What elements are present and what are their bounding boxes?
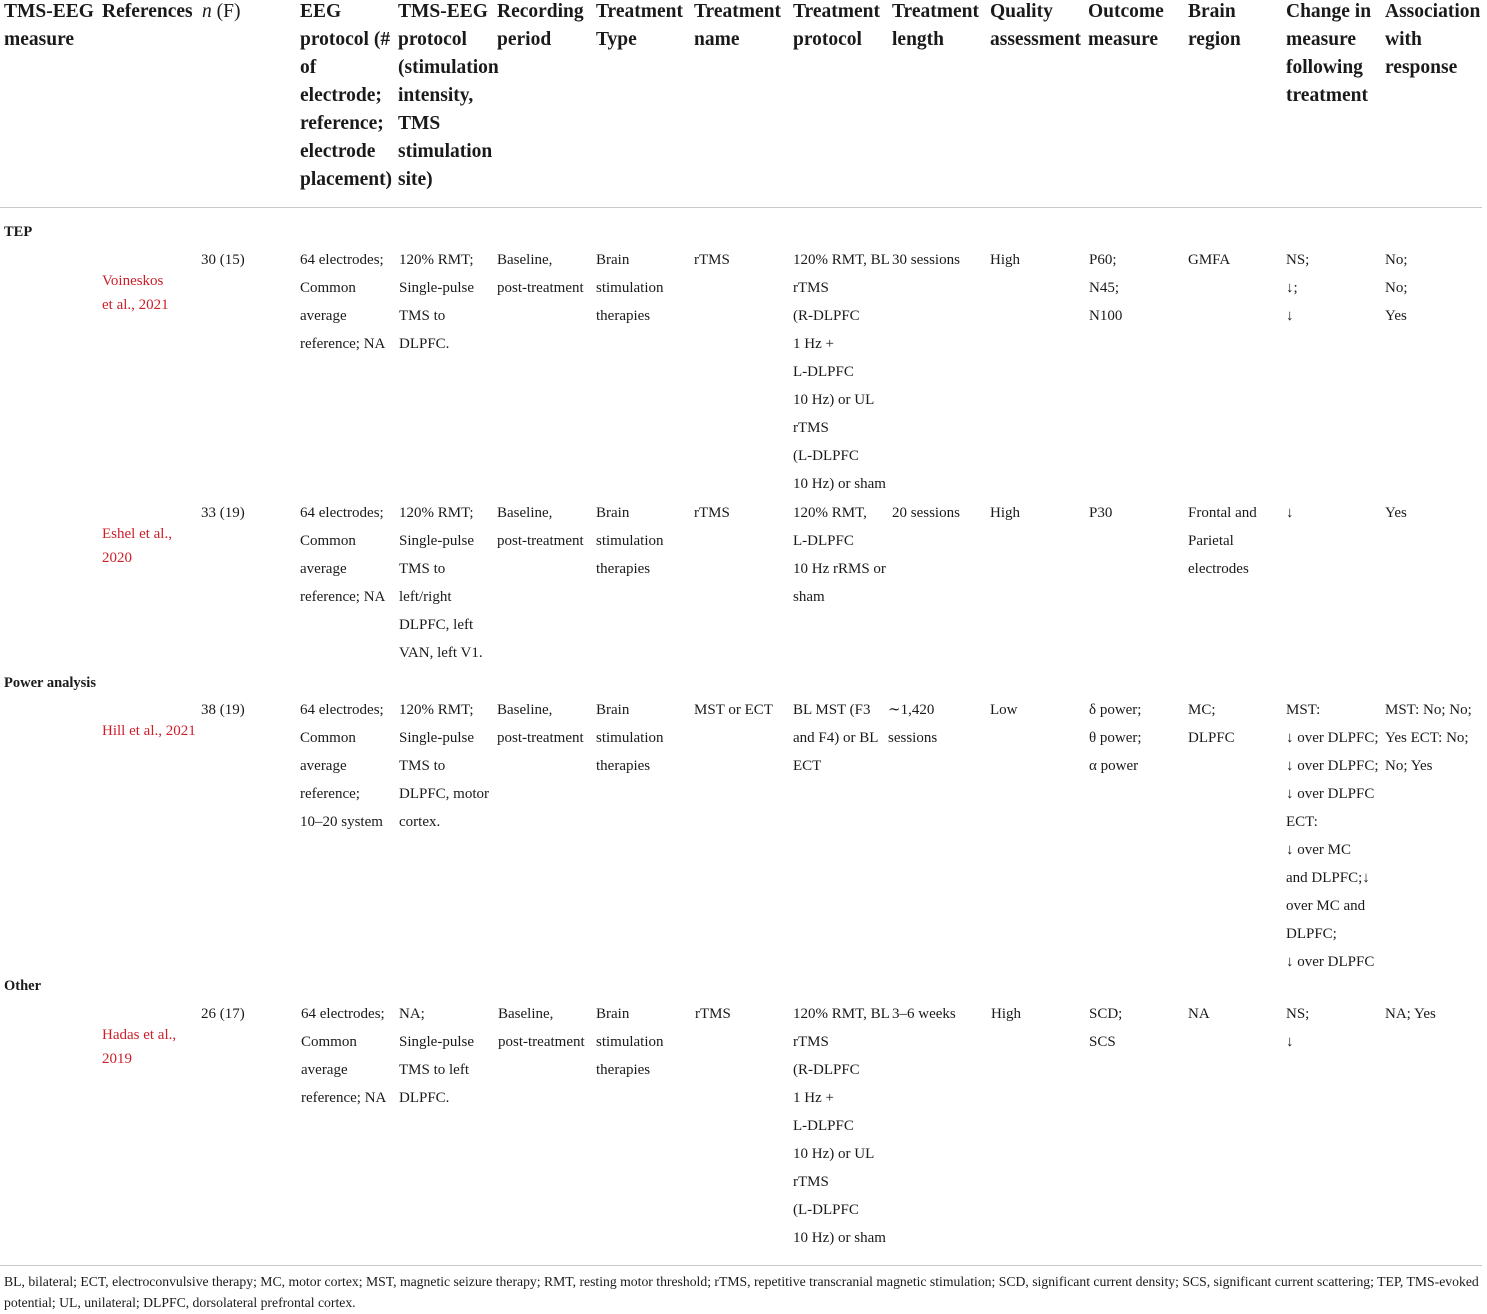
cell-change: MST: ↓ over DLPFC; ↓ over DLPFC; ↓ over DLPFC ECT: ↓ over MC and DLPFC;↓ over MC and DLPFC; ↓ over DLPFC — [1286, 702, 1379, 970]
cell-tms-protocol: 120% RMT; Single-pulse TMS to left/right DLPFC, left VAN, left V1. — [399, 505, 483, 661]
cell-association: No; No; Yes — [1385, 252, 1408, 324]
cell-recording-period: Baseline, post-treatment — [497, 702, 584, 746]
header-n — [202, 0, 240, 26]
cell-treatment-protocol: 120% RMT, BL rTMS (R-DLPFC 1 Hz + L-DLPFC 10 Hz) or UL rTMS (L-DLPFC 10 Hz) or sham — [793, 1006, 890, 1246]
header-n-italic: n — [202, 1, 212, 22]
cell-association: Yes — [1385, 505, 1407, 521]
header-treatment-length: Treatment length — [892, 1, 979, 50]
cell-treatment-length: 3–6 weeks — [892, 1006, 956, 1022]
header-association-with-response: Association with response — [1385, 1, 1481, 78]
reference-link-hill[interactable]: Hill et al., 2021 — [102, 723, 196, 739]
cell-treatment-name: rTMS — [694, 505, 730, 521]
cell-treatment-protocol: BL MST (F3 and F4) or BL ECT — [793, 702, 879, 774]
cell-quality: High — [990, 252, 1020, 268]
cell-eeg-protocol: 64 electrodes; Common average reference; NA — [300, 505, 386, 605]
cell-recording-period: Baseline, post-treatment — [498, 1006, 585, 1050]
cell-tms-protocol: 120% RMT; Single-pulse TMS to DLPFC, motor cortex. — [399, 702, 490, 830]
cell-treatment-name: MST or ECT — [694, 702, 773, 718]
header-treatment-name: Treatment name — [694, 1, 781, 50]
cell-treatment-length: 20 sessions — [892, 505, 960, 521]
cell-tms-protocol: 120% RMT; Single-pulse TMS to DLPFC. — [399, 252, 474, 352]
cell-brain-region: GMFA — [1188, 252, 1231, 268]
cell-eeg-protocol: 64 electrodes; Common average reference; NA — [301, 1006, 387, 1106]
cell-treatment-length: ∼1,420 sessions — [888, 702, 938, 746]
cell-outcome: P60; N45; N100 — [1089, 252, 1123, 324]
cell-change: NS; ↓; ↓ — [1286, 252, 1310, 324]
reference-link-voineskos[interactable]: Voineskos et al., 2021 — [102, 273, 169, 313]
cell-quality: Low — [990, 702, 1018, 718]
section-label-tep: TEP — [4, 224, 33, 240]
cell-outcome: δ power; θ power; α power — [1089, 702, 1142, 774]
section-label-other: Other — [4, 978, 42, 994]
header-tms-eeg-measure: TMS-EEG measure — [4, 1, 94, 50]
header-tms-protocol: TMS-EEG protocol (stimulation intensity, TMS stimulation site) — [398, 1, 499, 190]
header-eeg-protocol: EEG protocol (# of electrode; reference; electrode placement) — [300, 1, 393, 190]
header-n-rest: (F) — [211, 1, 241, 22]
cell-tms-protocol: NA; Single-pulse TMS to left DLPFC. — [399, 1006, 474, 1106]
cell-outcome: SCD; SCS — [1089, 1006, 1123, 1050]
cell-association: NA; Yes — [1385, 1006, 1436, 1022]
section-label-power-analysis: Power analysis — [4, 675, 96, 691]
cell-brain-region: Frontal and Parietal electrodes — [1188, 505, 1257, 577]
cell-treatment-type: Brain stimulation therapies — [596, 252, 664, 324]
header-outcome-measure: Outcome measure — [1088, 1, 1164, 50]
cell-treatment-protocol: 120% RMT, BL rTMS (R-DLPFC 1 Hz + L-DLPFC 10 Hz) or UL rTMS (L-DLPFC 10 Hz) or sham — [793, 252, 890, 492]
cell-brain-region: MC; DLPFC — [1188, 702, 1235, 746]
cell-recording-period: Baseline, post-treatment — [497, 252, 584, 296]
cell-quality: High — [990, 505, 1020, 521]
cell-change: NS; ↓ — [1286, 1006, 1310, 1050]
header-divider — [0, 207, 1482, 208]
header-treatment-type: Treatment Type — [596, 1, 683, 50]
cell-treatment-name: rTMS — [695, 1006, 731, 1022]
reference-link-eshel[interactable]: Eshel et al., 2020 — [102, 526, 172, 566]
cell-n: 38 (19) — [201, 702, 245, 718]
cell-treatment-type: Brain stimulation therapies — [596, 702, 664, 774]
cell-treatment-type: Brain stimulation therapies — [596, 505, 664, 577]
header-treatment-protocol: Treatment protocol — [793, 1, 880, 50]
cell-n: 33 (19) — [201, 505, 245, 521]
header-recording-period: Recording period — [497, 1, 584, 50]
cell-treatment-length: 30 sessions — [892, 252, 960, 268]
footer-divider — [0, 1265, 1482, 1266]
header-brain-region: Brain region — [1188, 1, 1241, 50]
cell-change: ↓ — [1286, 505, 1294, 521]
header-references: References — [102, 1, 193, 22]
cell-brain-region: NA — [1188, 1006, 1210, 1022]
reference-link-hadas[interactable]: Hadas et al., 2019 — [102, 1027, 177, 1067]
cell-eeg-protocol: 64 electrodes; Common average reference; 10–20 system — [300, 702, 384, 830]
header-change-in-measure: Change in measure following treatment — [1286, 1, 1372, 106]
cell-treatment-type: Brain stimulation therapies — [596, 1006, 664, 1078]
table-footnote: BL, bilateral; ECT, electroconvulsive therapy; MC, motor cortex; MST, magnetic seizure therapy; RMT, resting motor threshold; rTMS, repetitive transcranial magnetic stimulation; SCD, significant current density; SCS, significant current scattering; TEP, TMS-evoked potential; UL, unilateral; DLPFC, dorsolateral prefrontal cortex. — [4, 1274, 1479, 1310]
cell-n: 26 (17) — [201, 1006, 245, 1022]
cell-eeg-protocol: 64 electrodes; Common average reference; NA — [300, 252, 386, 352]
cell-n: 30 (15) — [201, 252, 245, 268]
cell-recording-period: Baseline, post-treatment — [497, 505, 584, 549]
cell-quality: High — [991, 1006, 1021, 1022]
cell-outcome: P30 — [1089, 505, 1113, 521]
header-quality-assessment: Quality assessment — [990, 1, 1081, 50]
cell-treatment-name: rTMS — [694, 252, 730, 268]
cell-association: MST: No; No; Yes ECT: No; No; Yes — [1385, 702, 1472, 774]
cell-treatment-protocol: 120% RMT, L-DLPFC 10 Hz rRMS or sham — [793, 505, 886, 605]
